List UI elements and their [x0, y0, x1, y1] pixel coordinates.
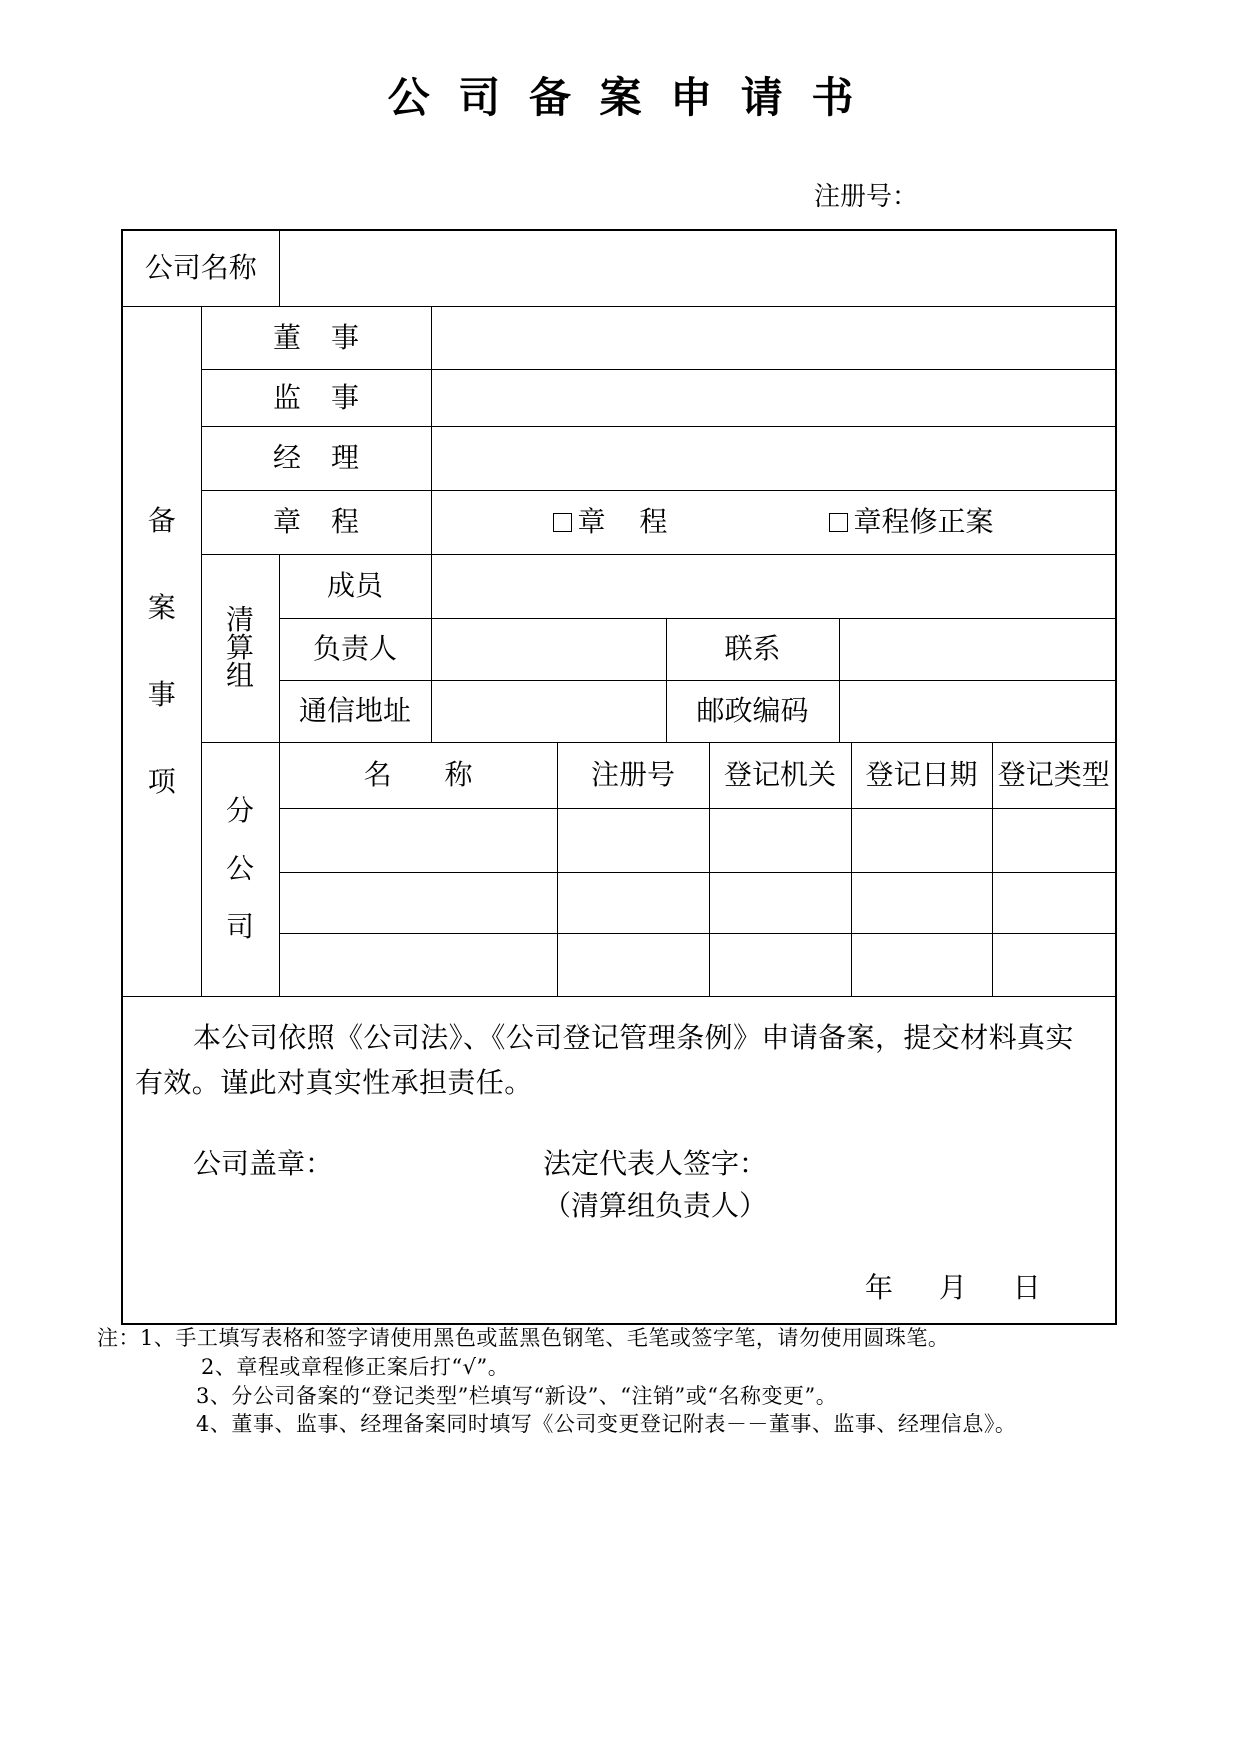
branch-type-cell[interactable] — [992, 808, 1116, 872]
note-2: 2、章程或章程修正案后打“√”。 — [201, 1355, 510, 1379]
filing-form-table — [121, 229, 1117, 1325]
column-header-name: 名 称 — [279, 742, 557, 808]
company-seal-label: 公司盖章： — [193, 1146, 334, 1180]
checkbox[interactable] — [829, 513, 848, 532]
manager-label: 经 理 — [201, 426, 431, 490]
liquidation-contact-field[interactable] — [839, 618, 1116, 680]
branch-authority-cell[interactable] — [709, 933, 851, 996]
liquidation-group-section — [201, 554, 279, 742]
articles-label: 章 程 — [201, 490, 431, 554]
date-label: 年 月 日 — [865, 1270, 1041, 1304]
branch-authority-cell[interactable] — [709, 872, 851, 933]
column-header-type: 登记类型 — [992, 742, 1116, 808]
company-name-field[interactable] — [279, 230, 1116, 306]
liquidation-postcode-field[interactable] — [839, 680, 1116, 742]
supervisors-field[interactable] — [431, 369, 1116, 426]
branch-date-cell[interactable] — [851, 872, 992, 933]
branch-name-cell[interactable] — [279, 872, 557, 933]
articles-checkbox-group — [432, 502, 1116, 542]
liquidation-leader-field[interactable] — [431, 618, 666, 680]
articles-option-label: 章 程 — [577, 505, 668, 538]
note-4: 4、董事、监事、经理备案同时填写《公司变更登记附表－－董事、监事、经理信息》。 — [196, 1412, 1017, 1436]
liquidation-leader-note: （清算组负责人） — [543, 1188, 768, 1222]
branch-name-cell[interactable] — [279, 808, 557, 872]
manager-field[interactable] — [431, 426, 1116, 490]
branch-name-cell[interactable] — [279, 933, 557, 996]
branches-label: 分公司 — [226, 794, 255, 943]
company-name-label: 公司名称 — [122, 230, 279, 306]
declaration-body — [123, 997, 1115, 1323]
liquidation-address-label: 通信地址 — [279, 680, 431, 742]
registration-number-label: 注册号： — [814, 182, 919, 212]
checkbox[interactable] — [553, 513, 572, 532]
liquidation-members-field[interactable] — [431, 554, 1116, 618]
branches-section — [201, 742, 279, 996]
column-header-date: 登记日期 — [851, 742, 992, 808]
branch-authority-cell[interactable] — [709, 808, 851, 872]
supervisors-label: 监 事 — [201, 369, 431, 426]
articles-options — [431, 490, 1116, 554]
branch-registration-no-cell[interactable] — [557, 872, 709, 933]
branch-registration-no-cell[interactable] — [557, 933, 709, 996]
filing-items-section — [122, 306, 201, 996]
directors-field[interactable] — [431, 306, 1116, 369]
liquidation-leader-label: 负责人 — [279, 618, 431, 680]
branch-type-cell[interactable] — [992, 872, 1116, 933]
branch-type-cell[interactable] — [992, 933, 1116, 996]
articles-amendment-option-label: 章程修正案 — [853, 505, 994, 538]
branch-date-cell[interactable] — [851, 808, 992, 872]
column-header-registration-no: 注册号 — [557, 742, 709, 808]
liquidation-postcode-label: 邮政编码 — [666, 680, 839, 742]
branch-date-cell[interactable] — [851, 933, 992, 996]
liquidation-address-field[interactable] — [431, 680, 666, 742]
liquidation-group-label: 清算组 — [226, 603, 255, 692]
directors-label: 董 事 — [201, 306, 431, 369]
branch-registration-no-cell[interactable] — [557, 808, 709, 872]
note-3: 3、分公司备案的“登记类型”栏填写“新设”、“注销”或“名称变更”。 — [196, 1384, 838, 1408]
articles-amendment-option[interactable] — [829, 506, 994, 538]
articles-option[interactable] — [553, 506, 829, 538]
declaration-text-line-1: 本公司依照《公司法》、《公司登记管理条例》申请备案，提交材料真实 — [193, 1020, 1074, 1054]
liquidation-members-label: 成员 — [279, 554, 431, 618]
column-header-authority: 登记机关 — [709, 742, 851, 808]
filing-items-label: 备案事项 — [147, 504, 176, 798]
liquidation-contact-label: 联系 — [666, 618, 839, 680]
form-title: 公 司 备 案 申 请 书 — [387, 73, 854, 122]
declaration-text-line-2: 有效。谨此对真实性承担责任。 — [135, 1065, 533, 1099]
declaration-section — [122, 996, 1116, 1324]
legal-representative-signature-label: 法定代表人签字： — [543, 1146, 768, 1180]
note-1: 注：1、手工填写表格和签字请使用黑色或蓝黑色钢笔、毛笔或签字笔，请勿使用圆珠笔。 — [97, 1326, 950, 1350]
